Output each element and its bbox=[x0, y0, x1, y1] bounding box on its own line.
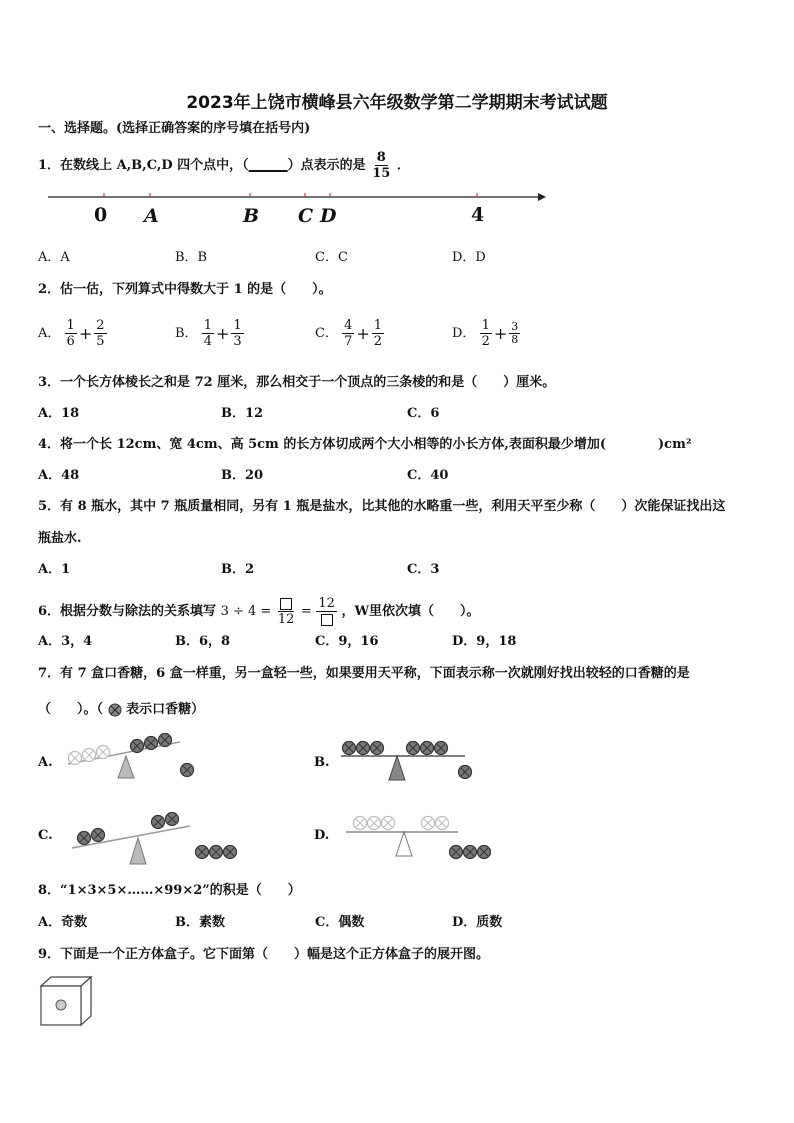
blank-box-1[interactable] bbox=[280, 598, 292, 610]
gum-icon bbox=[354, 817, 367, 830]
answer-blank[interactable]: ______ bbox=[248, 158, 288, 173]
q1-option-d[interactable]: D．D bbox=[452, 250, 486, 265]
q7-option-c[interactable]: C. bbox=[38, 828, 53, 843]
balance-scale-d bbox=[340, 800, 510, 870]
gum-icon bbox=[78, 832, 91, 845]
nl-label-a: A bbox=[144, 205, 159, 227]
balance-scale-b bbox=[335, 728, 505, 788]
gum-icon bbox=[92, 829, 105, 842]
gum-icon bbox=[181, 764, 194, 777]
gum-icon bbox=[159, 734, 172, 747]
q1-option-a[interactable]: A．A bbox=[38, 250, 70, 265]
number-line bbox=[0, 185, 794, 215]
fraction-8-15: $\frac{8}{15}$ bbox=[372, 150, 391, 181]
q6-option-d[interactable]: D．9，18 bbox=[452, 634, 517, 649]
q4-option-b[interactable]: B．20 bbox=[221, 468, 264, 483]
gum-icon bbox=[371, 742, 384, 755]
gum-icon bbox=[436, 817, 449, 830]
question-9: 9．下面是一个正方体盒子。它下面第（ ）幅是这个正方体盒子的展开图。 bbox=[38, 947, 490, 962]
q8-option-c[interactable]: C．偶数 bbox=[315, 915, 365, 930]
gum-icon bbox=[422, 817, 435, 830]
gum-icon bbox=[196, 846, 209, 859]
nl-label-4: 4 bbox=[471, 204, 485, 226]
gum-icon bbox=[478, 846, 491, 859]
q1-option-c[interactable]: C．C bbox=[315, 250, 348, 265]
nl-label-b: B bbox=[243, 205, 260, 227]
q6-option-a[interactable]: A．3，4 bbox=[38, 634, 93, 649]
question-2: 2．估一估，下列算式中得数大于 1 的是（ ）。 bbox=[38, 282, 332, 297]
question-4: 4．将一个长 12cm、宽 4cm、高 5cm 的长方体切成两个大小相等的小长方体,表面积最少增加( )cm² bbox=[38, 437, 692, 452]
gum-icon bbox=[210, 846, 223, 859]
gum-icon bbox=[464, 846, 477, 859]
q5-option-a[interactable]: A．1 bbox=[38, 562, 71, 577]
nl-label-d: D bbox=[320, 205, 337, 227]
gum-icon bbox=[69, 752, 82, 765]
q5-option-b[interactable]: B．2 bbox=[221, 562, 255, 577]
gum-icon bbox=[83, 749, 96, 762]
section-heading: 一、选择题。(选择正确答案的序号填在括号内) bbox=[38, 121, 311, 136]
q4-option-a[interactable]: A．48 bbox=[38, 468, 80, 483]
cube-dot-icon bbox=[56, 1000, 66, 1010]
question-8: 8．“1×3×5×……×99×2”的积是（ ） bbox=[38, 883, 301, 898]
q7-option-d[interactable]: D. bbox=[314, 828, 330, 843]
gum-icon bbox=[152, 816, 165, 829]
q3-option-c[interactable]: C．6 bbox=[407, 406, 440, 421]
q8-option-a[interactable]: A．奇数 bbox=[38, 915, 88, 930]
question-1: 1．在数线上 A,B,C,D 四个点中，（______）点表示的是 $\frac{8}{15}$ ． bbox=[38, 150, 410, 181]
q6-option-c[interactable]: C．9，16 bbox=[315, 634, 379, 649]
q3-option-b[interactable]: B．12 bbox=[221, 406, 264, 421]
nl-label-0: 0 bbox=[94, 204, 108, 226]
q8-option-d[interactable]: D．质数 bbox=[452, 915, 503, 930]
balance-scale-a bbox=[60, 728, 260, 788]
q2-option-d[interactable]: D． $\frac{1}{2}$ + $\frac{3}{8}$ bbox=[452, 318, 519, 349]
gum-icon bbox=[450, 846, 463, 859]
nl-label-c: C bbox=[298, 205, 314, 227]
q2-option-b[interactable]: B． $\frac{1}{4}$ + $\frac{1}{3}$ bbox=[175, 318, 242, 349]
gum-icon bbox=[435, 742, 448, 755]
page-title: 2023年上饶市横峰县六年级数学第二学期期末考试试题 bbox=[186, 93, 608, 113]
q6-option-b[interactable]: B．6，8 bbox=[175, 634, 231, 649]
question-6: 6．根据分数与除法的关系填写 3 ÷ 4 = 12 = 12 ，W里依次填（ ）。 bbox=[38, 596, 480, 627]
gum-icon bbox=[108, 703, 122, 717]
gum-icon bbox=[421, 742, 434, 755]
arrow-head-icon bbox=[538, 193, 546, 201]
gum-icon bbox=[131, 740, 144, 753]
gum-icon bbox=[224, 846, 237, 859]
gum-icon bbox=[459, 766, 472, 779]
q8-option-b[interactable]: B．素数 bbox=[175, 915, 225, 930]
gum-icon bbox=[343, 742, 356, 755]
gum-icon bbox=[145, 737, 158, 750]
balance-scale-c bbox=[60, 800, 260, 870]
gum-icon bbox=[166, 813, 179, 826]
gum-icon bbox=[97, 746, 110, 759]
question-5: 5．有 8 瓶水，其中 7 瓶质量相同，另有 1 瓶是盐水，比其他的水略重一些，利用天平至少称（ ）次能保证找出这 bbox=[38, 499, 726, 514]
question-5-cont: 瓶盐水. bbox=[38, 531, 82, 546]
gum-icon bbox=[382, 817, 395, 830]
q7-option-a[interactable]: A. bbox=[38, 755, 53, 770]
question-3: 3．一个长方体棱长之和是 72 厘米，那么相交于一个顶点的三条棱的和是（ ）厘米。 bbox=[38, 375, 556, 390]
cube-box bbox=[38, 974, 98, 1030]
question-7: 7．有 7 盒口香糖，6 盒一样重，另一盒轻一些，如果要用天平称，下面表示称一次就刚好找出较轻的口香糖的是 bbox=[38, 666, 690, 681]
q4-option-c[interactable]: C．40 bbox=[407, 468, 449, 483]
q1-option-b[interactable]: B．B bbox=[175, 250, 208, 265]
blank-box-2[interactable] bbox=[321, 614, 333, 626]
gum-icon bbox=[357, 742, 370, 755]
q2-option-a[interactable]: A． $\frac{1}{6}$ + $\frac{2}{5}$ bbox=[38, 318, 105, 349]
question-7-cont: （ ）。（ 表示口香糖） bbox=[38, 702, 205, 717]
q3-option-a[interactable]: A．18 bbox=[38, 406, 80, 421]
q7-option-b[interactable]: B. bbox=[314, 755, 330, 770]
gum-icon bbox=[368, 817, 381, 830]
q2-option-c[interactable]: C． $\frac{4}{7}$ + $\frac{1}{2}$ bbox=[315, 318, 383, 349]
gum-icon bbox=[407, 742, 420, 755]
q5-option-c[interactable]: C．3 bbox=[407, 562, 440, 577]
